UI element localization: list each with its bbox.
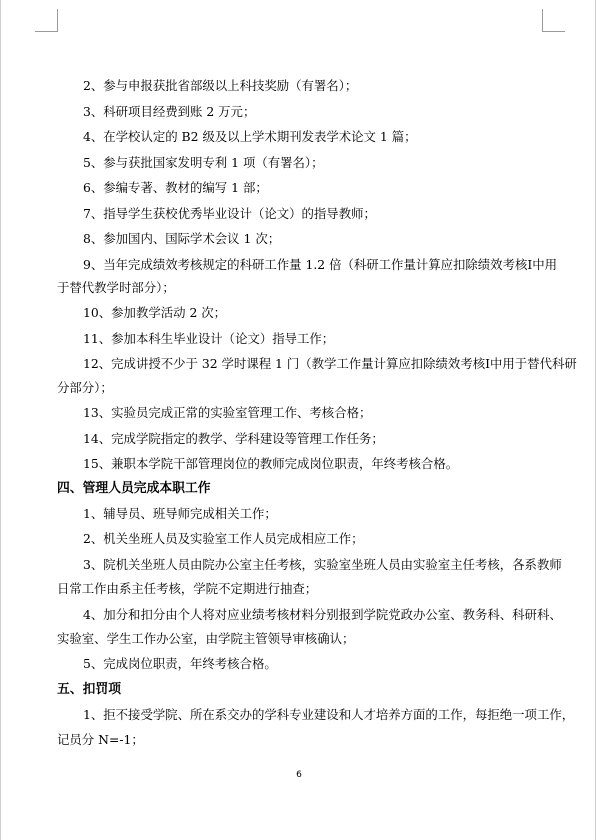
- list-item: 11、参加本科生毕业设计（论文）指导工作；: [83, 331, 335, 346]
- list-item: 15、兼职本学院干部管理岗位的教师完成岗位职责，年终考核合格。: [83, 456, 459, 471]
- list-item: 3、科研项目经费到账 2 万元；: [83, 104, 256, 119]
- list-item: 1、拒不接受学院、所在系交办的学科专业建设和人才培养方面的工作，每拒绝一项工作，: [83, 707, 575, 722]
- list-item: 5、完成岗位职责，年终考核合格。: [83, 656, 277, 671]
- page-number: 6: [296, 770, 302, 780]
- section-heading-penalties: 五、扣罚项: [57, 682, 121, 697]
- list-item-continuation: 记员分 N=-1；: [57, 732, 144, 747]
- list-item: 7、指导学生获校优秀毕业设计（论文）的指导教师；: [83, 206, 376, 221]
- list-item: 2、机关坐班人员及实验室工作人员完成相应工作；: [83, 531, 364, 546]
- list-item: 8、参加国内、国际学术会议 1 次；: [83, 231, 281, 246]
- list-item: 2、参与申报获批省部级以上科技奖励（有署名）；: [83, 78, 358, 93]
- list-item: 13、实验员完成正常的实验室管理工作、考核合格；: [83, 405, 372, 420]
- list-item: 6、参编专著、教材的编写 1 部；: [83, 180, 268, 195]
- list-item: 4、在学校认定的 B2 级及以上学术期刊发表学术论文 1 篇；: [83, 129, 417, 144]
- list-item: 5、参与获批国家发明专利 1 项（有署名）；: [83, 155, 324, 170]
- list-item: 10、参加教学活动 2 次；: [83, 305, 227, 320]
- list-item: 3、院机关坐班人员由院办公室主任考核，实验室坐班人员由实验室主任考核，各系教师: [83, 557, 562, 572]
- crop-mark-top-left: [35, 9, 58, 32]
- list-item: 1、辅导员、班导师完成相关工作；: [83, 506, 277, 521]
- list-item: 12、完成讲授不少于 32 学时课程 1 门（教学工作量计算应扣除绩效考核Ⅰ中用于替代科研: [83, 356, 577, 371]
- crop-mark-top-right: [542, 9, 565, 32]
- section-heading-management: 四、管理人员完成本职工作: [57, 481, 211, 496]
- list-item: 4、加分和扣分由个人将对应业绩考核材料分别报到学院党政办公室、教务科、科研科、: [83, 607, 562, 622]
- list-item-continuation: 于替代教学时部分）；: [57, 280, 175, 295]
- list-item-continuation: 实验室、学生工作办公室，由学院主管领导审核确认；: [57, 631, 355, 646]
- list-item-continuation: 日常工作由系主任考核，学院不定期进行抽查；: [57, 581, 318, 596]
- list-item: 9、当年完成绩效考核规定的科研工作量 1.2 倍（科研工作量计算应扣除绩效考核Ⅰ中用: [83, 257, 558, 272]
- list-item-continuation: 分部分）；: [57, 380, 113, 395]
- list-item: 14、完成学院指定的教学、学科建设等管理工作任务；: [83, 431, 384, 446]
